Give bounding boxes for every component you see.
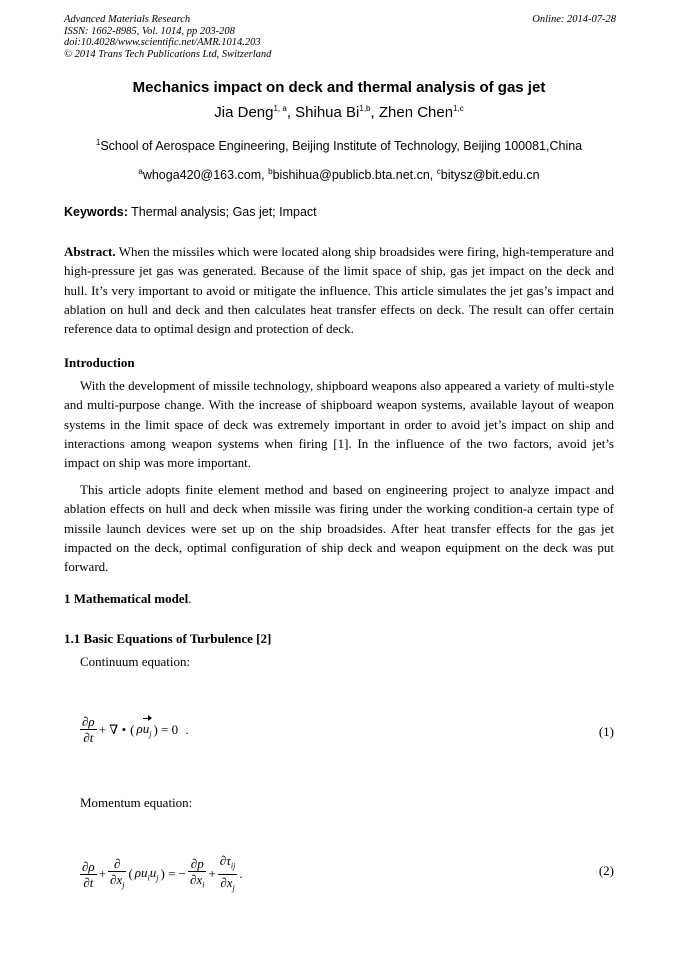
abstract-text: When the missiles which were located along ship broadsides were firing, high-temperature and high-pressure jet gas was generated. Because of the limit space of ship, gas jet impact on the deck and hull. It’s very important to avoid or mitigate the influence. This article simulates the jet gas’s impact and ablation on hull and deck and then calculates heat transfer effects on deck. The result can offer certain reference data to optimal design and protection of deck. [64, 244, 614, 337]
author-list [0, 104, 678, 121]
abstract-paragraph [64, 242, 614, 338]
momentum-equation: $\frac{\partial\rho}{\partial t}$ + $\frac{\partial}{\partial x_j}$ ( $\rho u_iu_j$ ) = − $\frac{\partial p}{\partial x_i}$ + $\frac{\partial\tau_{ij}}{\partial x_j}$ . [80, 853, 245, 895]
email-address: whoga420@163.com, [142, 168, 269, 182]
affiliation-sup: 1 [95, 137, 101, 147]
section-heading-introduction: Introduction [64, 355, 135, 370]
continuum-equation: $\frac{\partial\rho}{\partial t}$ + ∇ • ( $\rho u_j$ ) = 0 . [82, 714, 189, 745]
email-address: bitysz@bit.edu.cn [440, 168, 540, 182]
keywords [64, 205, 317, 219]
author-separator: , [286, 104, 296, 121]
section-heading-1-text: 1 Mathematical model [64, 591, 189, 606]
equation-number: (1) [598, 724, 614, 739]
author-name: Jia Deng [214, 104, 274, 121]
author-affil-sup: 1,c [453, 104, 464, 113]
section-heading-1-period: . [188, 591, 192, 606]
section-heading-1 [64, 591, 191, 607]
author-affil-sup: 1,b [359, 104, 371, 113]
fraction: $\frac{\partial\tau_{ij}}{\partial x_j}$ [219, 853, 236, 893]
journal-header [64, 14, 616, 60]
keywords-text: Thermal analysis; Gas jet; Impact [127, 205, 317, 219]
journal-name: Advanced Materials Research [64, 14, 191, 25]
intro-paragraph-2: This article adopts finite element method and based on engineering project to analyze impact and ablation effects on hull and deck when missile was firing under the working condition-a certain type of missile launch devices were set up on the ship broadsides. After heat transfer effects for the gas jet impacted on the deck, optimal configuration of ship deck and weapon equipment on the deck was put forward. [64, 482, 614, 575]
momentum-label: Momentum equation: [80, 795, 193, 810]
doi-line: doi:10.4028/www.scientific.net/AMR.1014.203 [64, 37, 261, 48]
equation-number: (2) [598, 863, 614, 878]
continuum-label: Continuum equation: [80, 654, 191, 669]
issn-line: ISSN: 1662-8985, Vol. 1014, pp 203-208 [64, 25, 235, 37]
section-heading-1-1: 1.1 Basic Equations of Turbulence [2] [64, 631, 272, 646]
email-sup: b [268, 166, 273, 176]
copyright-line: © 2014 Trans Tech Publications Ltd, Switzerland [64, 48, 272, 60]
fraction: $\frac{\partial}{\partial x_j}$ [110, 855, 125, 890]
author-affil-sup: 1, a [273, 104, 287, 113]
keywords-label: Keywords: [64, 205, 128, 219]
fraction: $\frac{\partial p}{\partial x_i}$ [190, 855, 205, 890]
affiliation [0, 139, 678, 153]
author-separator: , [370, 104, 379, 121]
author-name: Shihua Bi [295, 104, 360, 121]
email-sup: c [436, 166, 441, 176]
paper-title: Mechanics impact on deck and thermal analysis of gas jet [132, 79, 546, 96]
fraction: $\frac{\partial\rho}{\partial t}$ [82, 714, 95, 745]
email-sup: a [138, 166, 143, 176]
abstract-label: Abstract. [64, 244, 116, 259]
fraction: $\frac{\partial\rho}{\partial t}$ [82, 858, 95, 890]
intro-paragraph-1: With the development of missile technology, shipboard weapons also appeared a variety of multi-style and multi-purpose change. With the increase of shipboard weapon systems, available layout of weapon systems in the limit space of deck was extremely important in order to avoid jet’s impact on ship and interactions among weapon systems when firing [1]. In the influence of the two factors, avoid jet’s impact on ship was more important. [64, 378, 614, 471]
email-list [0, 168, 678, 182]
online-date: Online: 2014-07-28 [532, 14, 616, 25]
affiliation-text: School of Aerospace Engineering, Beijing Institute of Technology, Beijing 100081,China [100, 139, 583, 153]
email-address: bishihua@publicb.bta.net.cn, [272, 168, 437, 182]
author-name: Zhen Chen [378, 104, 454, 121]
